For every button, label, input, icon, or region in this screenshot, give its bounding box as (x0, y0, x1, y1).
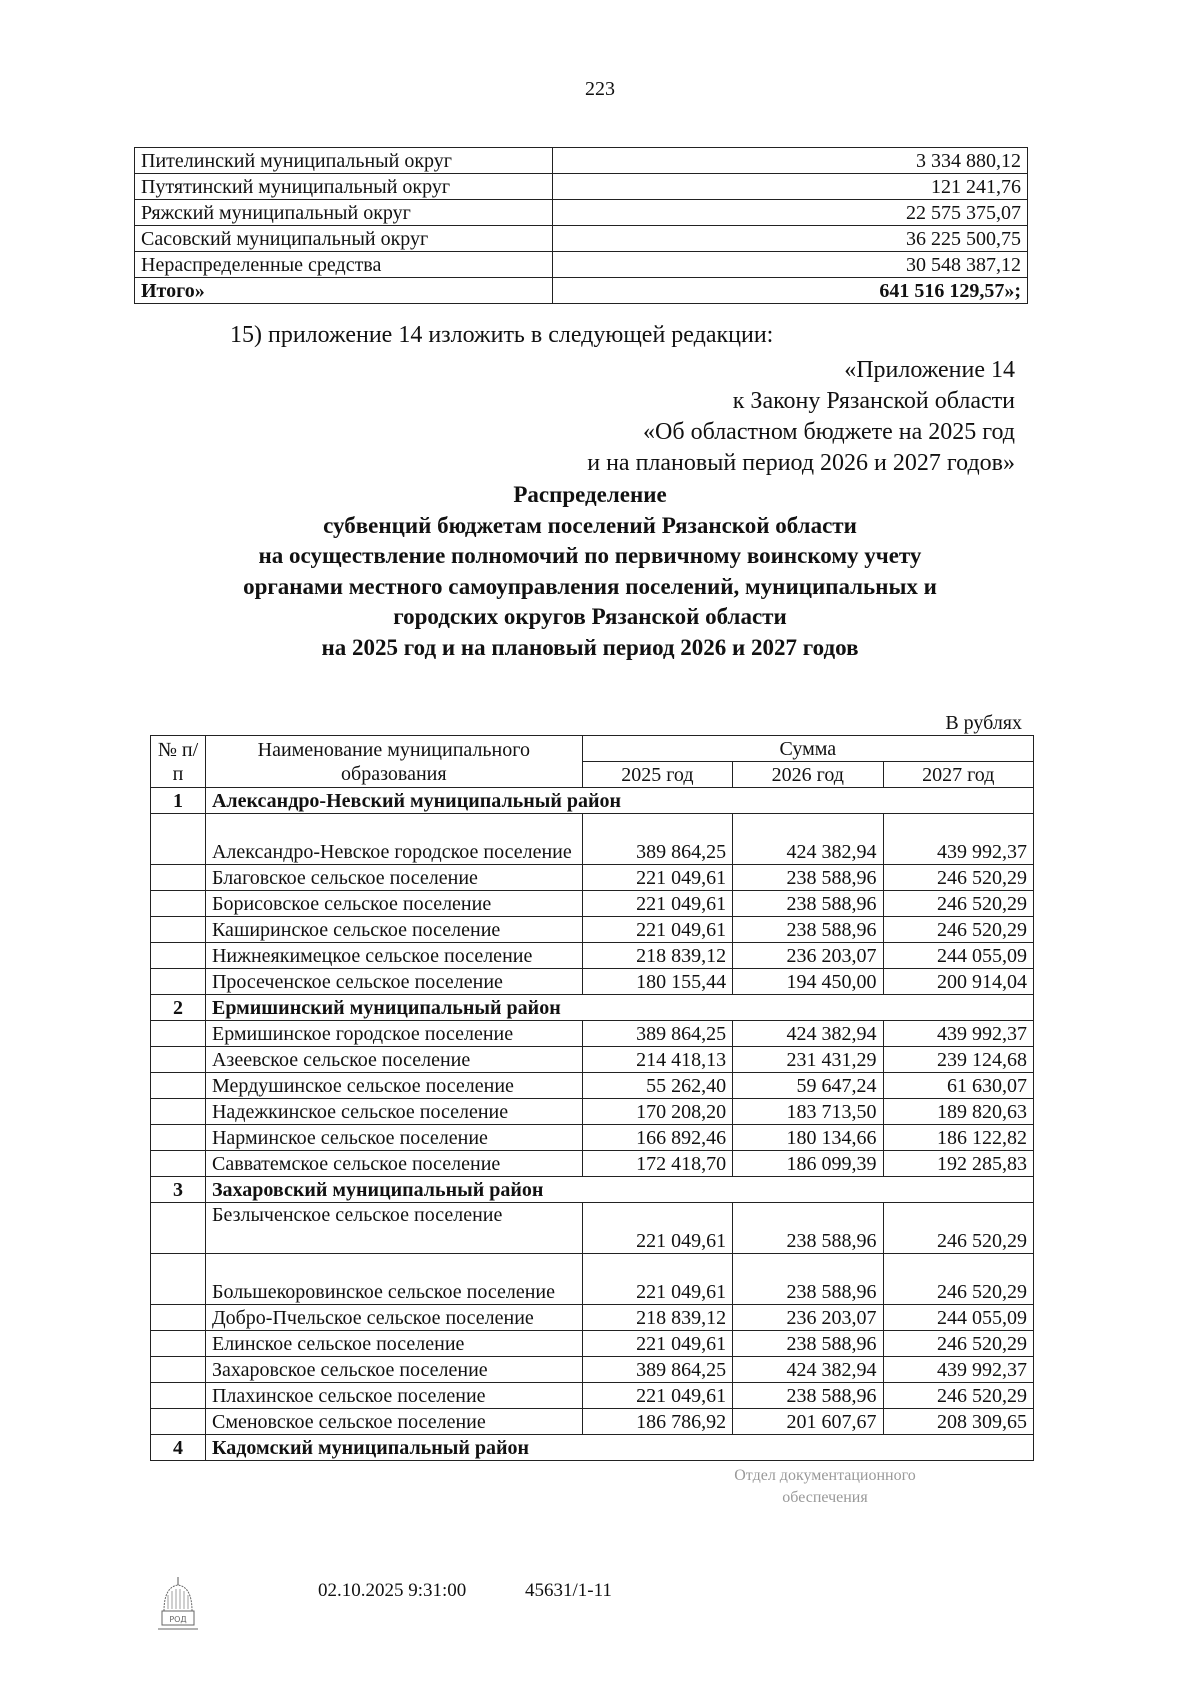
total-row (135, 278, 1028, 304)
value-2026: 183 713,50 (733, 1099, 883, 1125)
value-2027: 246 520,29 (883, 1203, 1034, 1254)
settlement-name: Большекоровинское сельское поселение (205, 1254, 582, 1305)
value-2026: 238 588,96 (733, 865, 883, 891)
value-2027: 246 520,29 (883, 865, 1034, 891)
row-name: Сасовский муниципальный округ (135, 226, 553, 252)
value-2026: 424 382,94 (733, 814, 883, 865)
settlement-name: Азеевское сельское поселение (205, 1047, 582, 1073)
table-row (151, 1203, 1034, 1254)
value-2026: 59 647,24 (733, 1073, 883, 1099)
value-2027: 239 124,68 (883, 1047, 1034, 1073)
table-row (151, 1021, 1034, 1047)
table-row (151, 1305, 1034, 1331)
value-2026: 201 607,67 (733, 1409, 883, 1435)
annex-line: «Приложение 14 (844, 357, 1015, 383)
group-name: Захаровский муниципальный район (205, 1177, 1033, 1203)
table-row (151, 1073, 1034, 1099)
header-num: № п/п (151, 736, 206, 788)
value-2025: 389 864,25 (582, 1021, 732, 1047)
subvention-distribution-table (150, 735, 1034, 1461)
table-row (151, 1254, 1034, 1305)
settlement-name: Просеченское сельское поселение (205, 969, 582, 995)
row-number (151, 865, 206, 891)
row-number (151, 1073, 206, 1099)
title-line: городских округов Рязанской области (393, 604, 787, 629)
value-2027: 186 122,82 (883, 1125, 1034, 1151)
value-2027: 200 914,04 (883, 969, 1034, 995)
table-row (151, 1357, 1034, 1383)
row-number (151, 1409, 206, 1435)
value-2027: 246 520,29 (883, 1383, 1034, 1409)
group-name: Кадомский муниципальный район (205, 1435, 1033, 1461)
settlement-name: Борисовское сельское поселение (205, 891, 582, 917)
settlement-name: Савватемское сельское поселение (205, 1151, 582, 1177)
row-number (151, 1021, 206, 1047)
value-2026: 238 588,96 (733, 917, 883, 943)
group-number: 4 (151, 1435, 206, 1461)
row-number (151, 1099, 206, 1125)
value-2025: 172 418,70 (582, 1151, 732, 1177)
row-number (151, 1383, 206, 1409)
district-group-row (151, 1177, 1034, 1203)
header-2027: 2027 год (883, 762, 1034, 788)
table-row (135, 174, 1028, 200)
header-row (151, 736, 1034, 762)
row-number (151, 1331, 206, 1357)
group-name: Александро-Невский муниципальный район (205, 788, 1033, 814)
annex-header (587, 355, 1015, 479)
table-row (135, 148, 1028, 174)
row-number (151, 1305, 206, 1331)
value-2026: 238 588,96 (733, 891, 883, 917)
settlement-name: Плахинское сельское поселение (205, 1383, 582, 1409)
row-value: 121 241,76 (553, 174, 1028, 200)
value-2027: 189 820,63 (883, 1099, 1034, 1125)
value-2025: 214 418,13 (582, 1047, 732, 1073)
value-2025: 221 049,61 (582, 865, 732, 891)
settlement-name: Сменовское сельское поселение (205, 1409, 582, 1435)
value-2025: 389 864,25 (582, 814, 732, 865)
value-2026: 236 203,07 (733, 943, 883, 969)
value-2027: 439 992,37 (883, 1357, 1034, 1383)
table-row (151, 865, 1034, 891)
value-2025: 221 049,61 (582, 917, 732, 943)
row-number (151, 1125, 206, 1151)
value-2025: 221 049,61 (582, 1254, 732, 1305)
table-row (151, 1125, 1034, 1151)
settlement-name: Захаровское сельское поселение (205, 1357, 582, 1383)
row-value: 22 575 375,07 (553, 200, 1028, 226)
value-2026: 238 588,96 (733, 1383, 883, 1409)
value-2027: 246 520,29 (883, 1254, 1034, 1305)
title-line: Распределение (513, 482, 667, 507)
value-2027: 244 055,09 (883, 943, 1034, 969)
value-2026: 238 588,96 (733, 1203, 883, 1254)
group-number: 3 (151, 1177, 206, 1203)
amendment-instruction: 15) приложение 14 изложить в следующей редакции: (230, 322, 774, 348)
table-row (151, 969, 1034, 995)
table-row (151, 1331, 1034, 1357)
table-row (135, 252, 1028, 278)
table-row (135, 200, 1028, 226)
district-group-row (151, 788, 1034, 814)
value-2025: 221 049,61 (582, 891, 732, 917)
page-number: 223 (585, 78, 615, 100)
units-label: В рублях (945, 712, 1022, 734)
title-line: субвенций бюджетам поселений Рязанской области (323, 512, 857, 538)
settlement-name: Благовское сельское поселение (205, 865, 582, 891)
value-2027: 246 520,29 (883, 1331, 1034, 1357)
row-number (151, 917, 206, 943)
group-number: 2 (151, 995, 206, 1021)
table-row (151, 1383, 1034, 1409)
row-number (151, 1203, 206, 1254)
table-body (151, 788, 1034, 1461)
header-2026: 2026 год (733, 762, 883, 788)
group-name: Ермишинский муниципальный район (205, 995, 1033, 1021)
table-row (151, 891, 1034, 917)
table-row (151, 1409, 1034, 1435)
value-2026: 180 134,66 (733, 1125, 883, 1151)
settlement-name: Добро-Пчельское сельское поселение (205, 1305, 582, 1331)
title-line: органами местного самоуправления поселений, муниципальных и (243, 573, 937, 599)
document-title (150, 480, 1030, 663)
settlement-name: Надежкинское сельское поселение (205, 1099, 582, 1125)
settlement-name: Безлыченское сельское поселение (205, 1203, 582, 1254)
value-2027: 192 285,83 (883, 1151, 1034, 1177)
district-group-row (151, 1435, 1034, 1461)
registration-timestamp: 02.10.2025 9:31:00 (318, 1580, 467, 1601)
row-number (151, 969, 206, 995)
value-2027: 246 520,29 (883, 917, 1034, 943)
row-name: Путятинский муниципальный округ (135, 174, 553, 200)
row-number (151, 1254, 206, 1305)
table-row (151, 943, 1034, 969)
annex-line: и на плановый период 2026 и 2027 годов» (587, 450, 1015, 476)
title-line: на 2025 год и на плановый период 2026 и 2027 годов (321, 634, 859, 660)
value-2025: 180 155,44 (582, 969, 732, 995)
value-2027: 208 309,65 (883, 1409, 1034, 1435)
value-2026: 238 588,96 (733, 1254, 883, 1305)
header-name: Наименование муниципального образования (205, 736, 582, 788)
district-group-row (151, 995, 1034, 1021)
table-row (151, 1047, 1034, 1073)
department-stamp (690, 1465, 960, 1509)
row-number (151, 1357, 206, 1383)
document-id: 45631/1-11 (525, 1580, 612, 1601)
value-2027: 439 992,37 (883, 1021, 1034, 1047)
title-line: на осуществление полномочий по первичному воинскому учету (258, 543, 922, 568)
row-name: Пителинский муниципальный округ (135, 148, 553, 174)
value-2027: 244 055,09 (883, 1305, 1034, 1331)
value-2025: 55 262,40 (582, 1073, 732, 1099)
value-2027: 439 992,37 (883, 814, 1034, 865)
value-2027: 61 630,07 (883, 1073, 1034, 1099)
department-line: обеспечения (782, 1489, 868, 1506)
row-number (151, 891, 206, 917)
svg-text:РОД: РОД (169, 1615, 187, 1624)
value-2026: 238 588,96 (733, 1331, 883, 1357)
value-2026: 194 450,00 (733, 969, 883, 995)
group-number: 1 (151, 788, 206, 814)
settlement-name: Нижнеякимецкое сельское поселение (205, 943, 582, 969)
row-name: Ряжский муниципальный округ (135, 200, 553, 226)
settlement-name: Ермишинское городское поселение (205, 1021, 582, 1047)
value-2026: 186 099,39 (733, 1151, 883, 1177)
table-row (151, 917, 1034, 943)
value-2026: 424 382,94 (733, 1357, 883, 1383)
value-2025: 218 839,12 (582, 1305, 732, 1331)
settlement-name: Елинское сельское поселение (205, 1331, 582, 1357)
table-row (151, 1099, 1034, 1125)
settlement-name: Каширинское сельское поселение (205, 917, 582, 943)
department-line: Отдел документационного (734, 1467, 916, 1484)
value-2025: 389 864,25 (582, 1357, 732, 1383)
row-value: 36 225 500,75 (553, 226, 1028, 252)
row-number (151, 1151, 206, 1177)
parliament-dome-logo-icon (158, 1575, 198, 1633)
value-2025: 186 786,92 (582, 1409, 732, 1435)
row-name: Нераспределенные средства (135, 252, 553, 278)
table-row (135, 226, 1028, 252)
row-value: 3 334 880,12 (553, 148, 1028, 174)
value-2025: 218 839,12 (582, 943, 732, 969)
value-2027: 246 520,29 (883, 891, 1034, 917)
value-2025: 221 049,61 (582, 1331, 732, 1357)
annex-line: «Об областном бюджете на 2025 год (643, 419, 1015, 445)
header-sum: Сумма (582, 736, 1033, 762)
row-value: 30 548 387,12 (553, 252, 1028, 278)
value-2025: 221 049,61 (582, 1203, 732, 1254)
row-number (151, 943, 206, 969)
value-2026: 236 203,07 (733, 1305, 883, 1331)
total-value: 641 516 129,57»; (553, 278, 1028, 304)
value-2025: 221 049,61 (582, 1383, 732, 1409)
row-number (151, 1047, 206, 1073)
settlement-name: Мердушинское сельское поселение (205, 1073, 582, 1099)
value-2025: 166 892,46 (582, 1125, 732, 1151)
value-2026: 231 431,29 (733, 1047, 883, 1073)
annex-line: к Закону Рязанской области (732, 388, 1015, 414)
top-summary-table (134, 147, 1028, 304)
value-2025: 170 208,20 (582, 1099, 732, 1125)
header-2025: 2025 год (582, 762, 732, 788)
table-row (151, 814, 1034, 865)
row-number (151, 814, 206, 865)
table-row (151, 1151, 1034, 1177)
settlement-name: Нарминское сельское поселение (205, 1125, 582, 1151)
value-2026: 424 382,94 (733, 1021, 883, 1047)
settlement-name: Александро-Невское городское поселение (205, 814, 582, 865)
total-label: Итого» (135, 278, 553, 304)
